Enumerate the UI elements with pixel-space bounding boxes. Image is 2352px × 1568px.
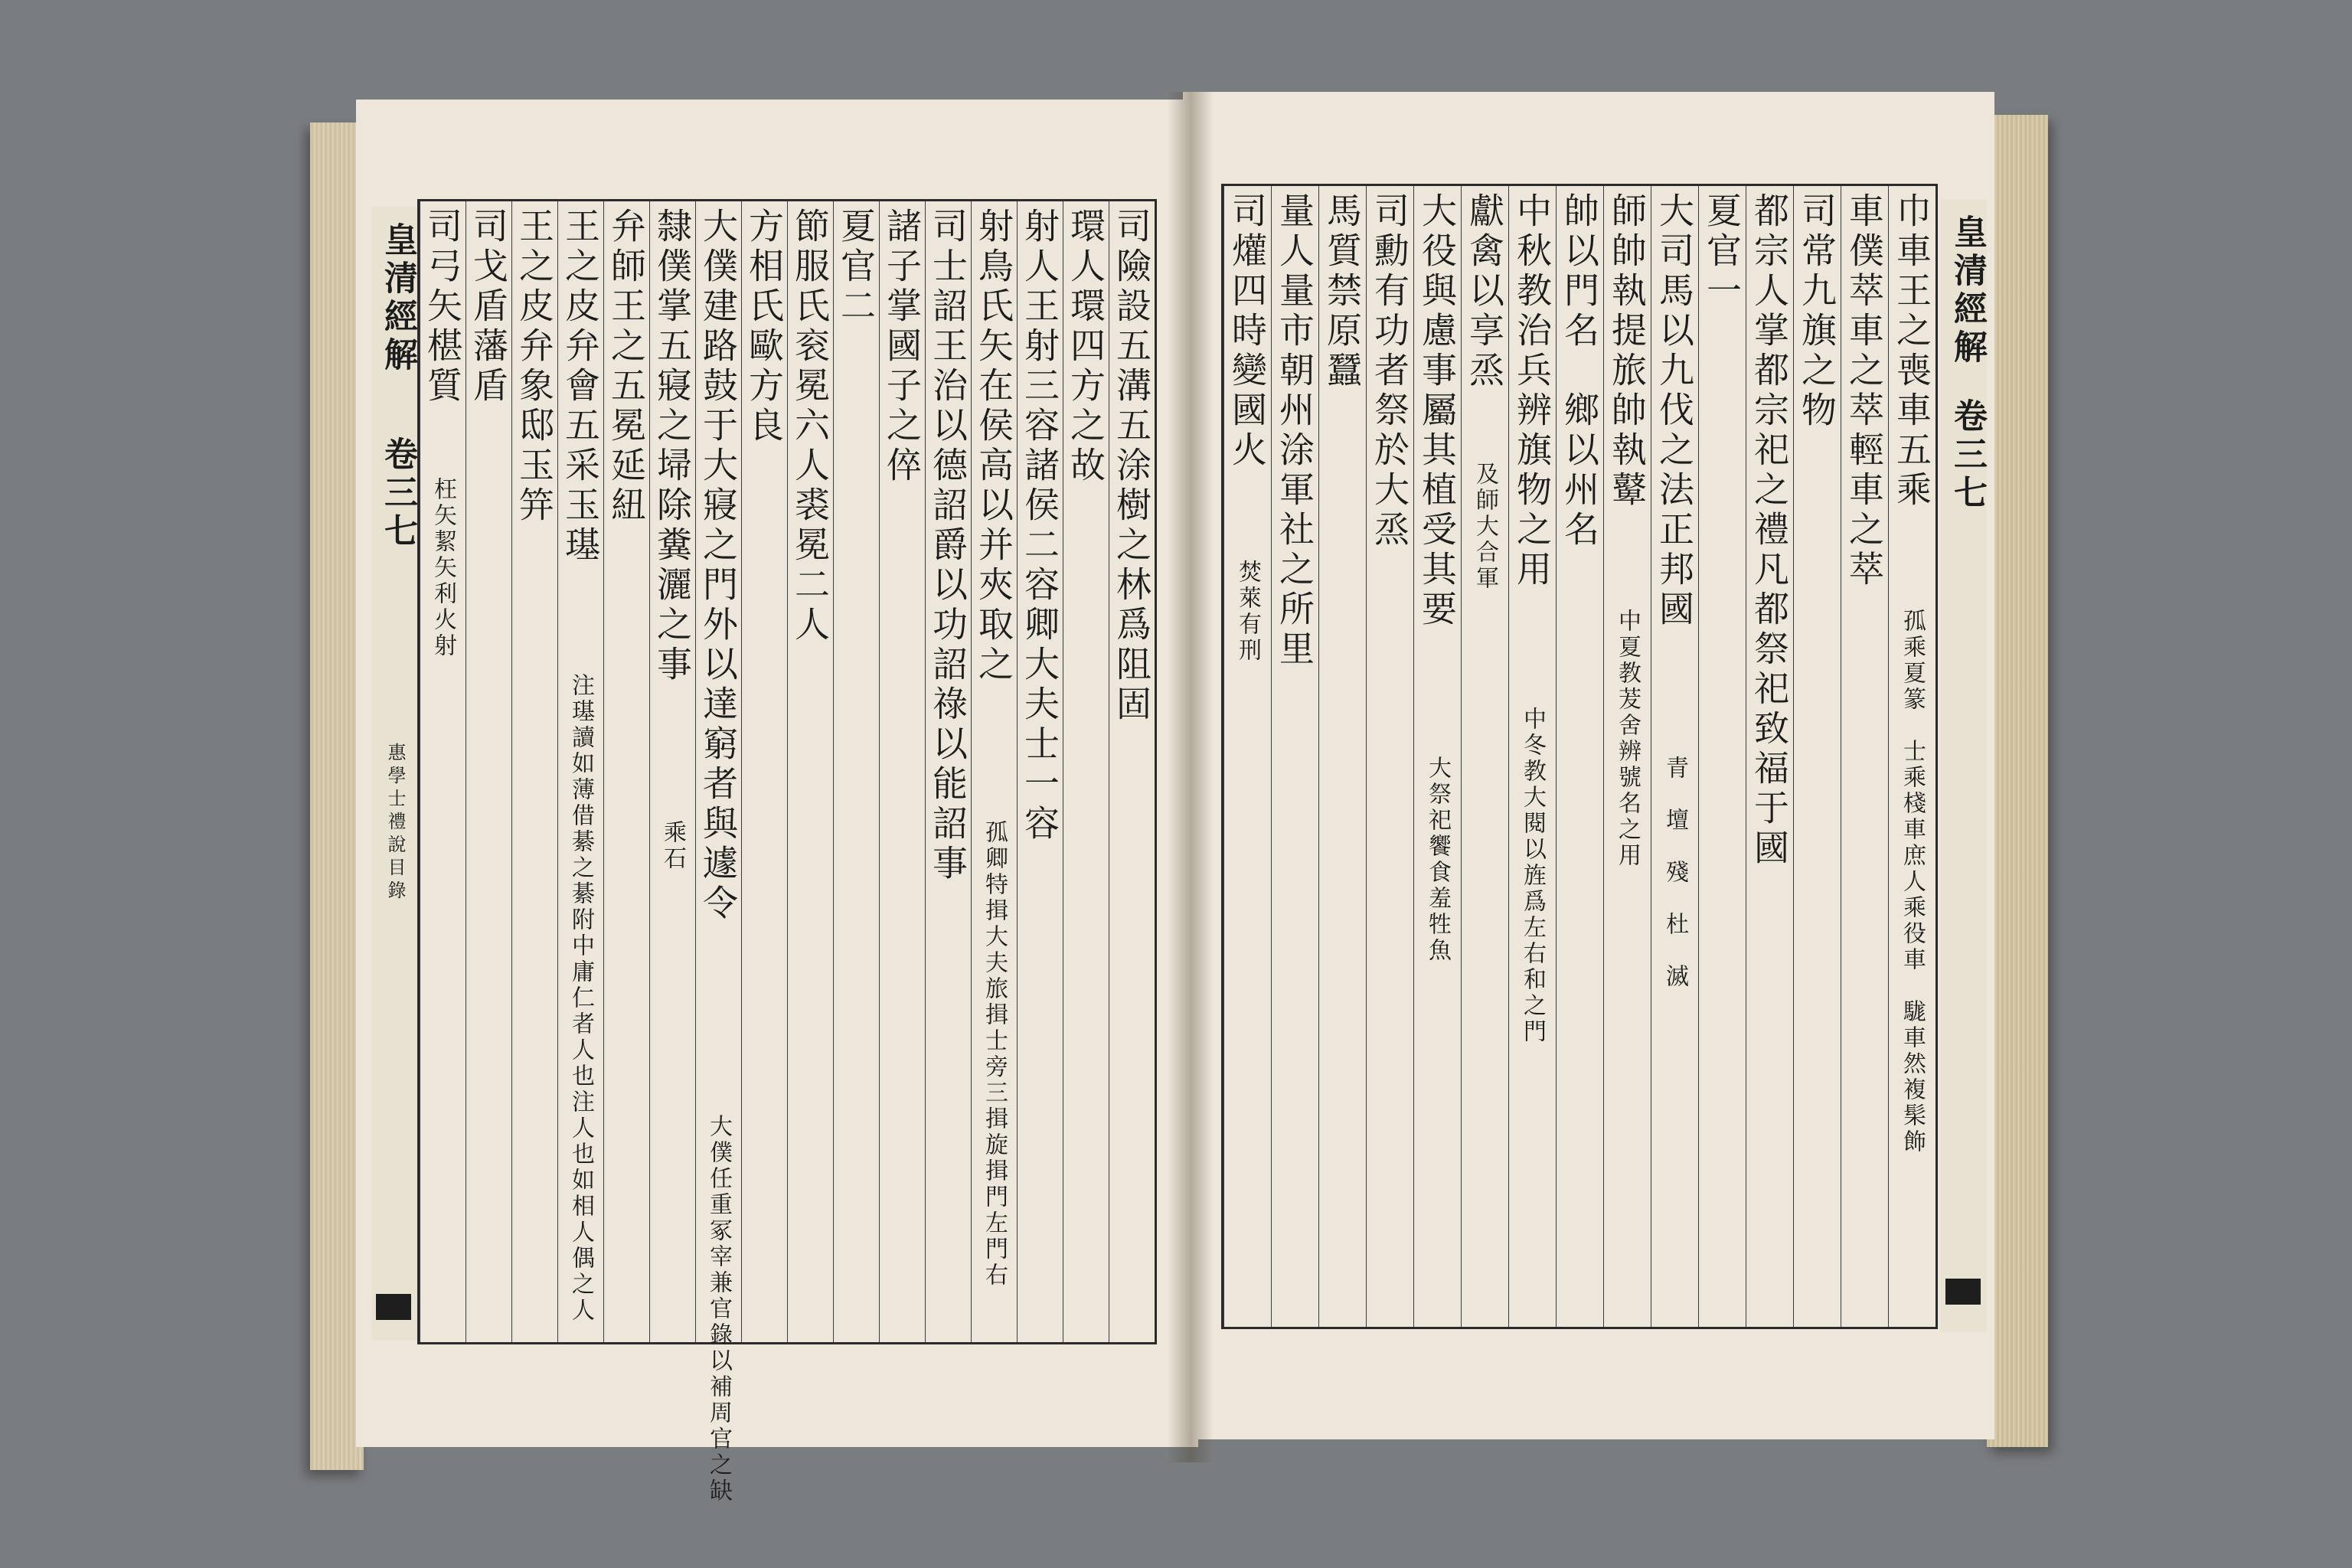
left-column-text: 王之皮弁象邸玉笄: [514, 207, 555, 526]
right-text-frame: [1221, 184, 1938, 1329]
right-column-rule: [1271, 186, 1272, 1327]
right-column-rule: [1461, 186, 1462, 1327]
fold-mark: [376, 1294, 411, 1320]
left-page-spine-margin: [371, 207, 417, 1340]
left-column-text: 司弓矢椹質: [422, 207, 463, 407]
book-title-right: 皇清經解: [1948, 214, 1987, 368]
right-column-annotation: 青 壇 殘 杜 滅: [1661, 756, 1688, 990]
right-column-text: 馬質禁原蠶: [1321, 192, 1363, 391]
left-page: [356, 100, 1198, 1504]
book-gutter: [1168, 92, 1214, 1462]
left-column-text: 隸僕掌五寢之埽除糞灑之事: [652, 207, 693, 685]
left-column-text: 環人環四方之故: [1065, 207, 1106, 486]
spine-note: 惠學士禮說目錄: [384, 743, 406, 903]
right-page: [1183, 92, 1994, 1439]
volume-number-right: 卷三七: [1948, 398, 1987, 513]
right-column-rule: [1556, 186, 1557, 1327]
right-column-rule: [1318, 186, 1319, 1327]
right-column-text: 大司馬以九伐之法正邦國: [1654, 192, 1695, 630]
right-column-rule: [1793, 186, 1794, 1327]
left-column-annotation: 乘石: [659, 820, 686, 872]
left-column-text: 大僕建路鼓于大寢之門外以達窮者與遽令: [697, 207, 739, 924]
right-column-annotation: 焚萊有刑: [1234, 560, 1261, 664]
left-column-text: 司戈盾藩盾: [468, 207, 509, 407]
right-column-text: 司爟四時變國火: [1227, 192, 1268, 471]
right-column-rule: [1413, 186, 1414, 1327]
right-column-text: 中秋教治兵辨旗物之用: [1511, 192, 1553, 590]
volume-number: 卷三七: [378, 436, 417, 551]
left-column-annotation: 枉矢絜矢利火射: [430, 477, 456, 659]
left-column-text: 王之皮弁會五采玉璂: [560, 207, 601, 566]
left-column-rule: [833, 201, 834, 1342]
right-column-text: 夏官一: [1701, 192, 1743, 312]
left-column-text: 射人王射三容諸侯二容卿大夫士一容: [1019, 207, 1060, 844]
left-column-text: 司險設五溝五涂樹之林爲阻固: [1111, 207, 1152, 725]
right-column-text: 司常九旗之物: [1796, 192, 1838, 431]
left-column-annotation: 大僕任重冢宰兼官錄以補周官之缺: [705, 1114, 732, 1504]
left-column-text: 方相氏歐方良: [743, 207, 785, 446]
right-column-text: 獻禽以享烝: [1464, 192, 1505, 391]
left-column-text: 節服氏衮冕六人裘冕二人: [789, 207, 831, 645]
left-column-text: 夏官二: [835, 207, 877, 327]
left-column-text: 司士詔王治以德詔爵以功詔祿以能詔事: [927, 207, 969, 884]
left-column-text: 射鳥氏矢在侯高以并夾取之: [973, 207, 1014, 685]
right-column-rule: [1698, 186, 1699, 1327]
right-page-edges: [1987, 115, 2048, 1447]
right-column-text: 都宗人掌都宗祀之禮凡都祭祀致福于國: [1749, 192, 1790, 869]
right-column-rule: [1508, 186, 1509, 1327]
right-column-rule: [1603, 186, 1604, 1327]
left-column-text: 諸子掌國子之倅: [881, 207, 923, 486]
right-column-rule: [1223, 186, 1224, 1327]
left-column-text: 弁師王之五冕延紐: [606, 207, 647, 526]
right-column-text: 巾車王之喪車五乘: [1891, 192, 1932, 511]
right-column-text: 司勳有功者祭於大烝: [1369, 192, 1410, 550]
open-book: [302, 92, 2048, 1504]
right-column-text: 大役與慮事屬其植受其要: [1416, 192, 1458, 630]
right-column-text: 師帥執提旅帥執鼙: [1606, 192, 1648, 511]
right-column-annotation: 及師大合軍: [1472, 462, 1498, 592]
right-column-annotation: 大祭祀饗食羞牲魚: [1424, 756, 1451, 964]
right-column-annotation: 中冬教大閱以旌爲左右和之門: [1519, 707, 1546, 1045]
right-column-text: 量人量市朝州涂軍社之所里: [1274, 192, 1315, 670]
right-column-text: 車僕萃車之萃輕車之萃: [1844, 192, 1885, 590]
fold-mark-right: [1945, 1279, 1981, 1305]
left-column-annotation: 注璂讀如薄借綦之綦附中庸仁者人也注人也如相人偶之人: [567, 673, 594, 1324]
right-column-rule: [1888, 186, 1889, 1327]
right-column-text: 帥以門名 鄉以州名: [1559, 192, 1600, 550]
right-column-annotation: 孤乘夏篆 士乘棧車庶人乘役車 駹車然複髤飾: [1899, 609, 1926, 1155]
right-column-annotation: 中夏教茇舍辨號名之用: [1614, 609, 1641, 869]
right-page-spine-margin: [1941, 199, 1987, 1332]
right-column-rule: [1366, 186, 1367, 1327]
left-column-annotation: 孤卿特揖大夫旅揖士旁三揖旋揖門左門右: [981, 820, 1008, 1289]
book-title: 皇清經解: [378, 222, 417, 375]
left-text-frame: [417, 199, 1157, 1504]
